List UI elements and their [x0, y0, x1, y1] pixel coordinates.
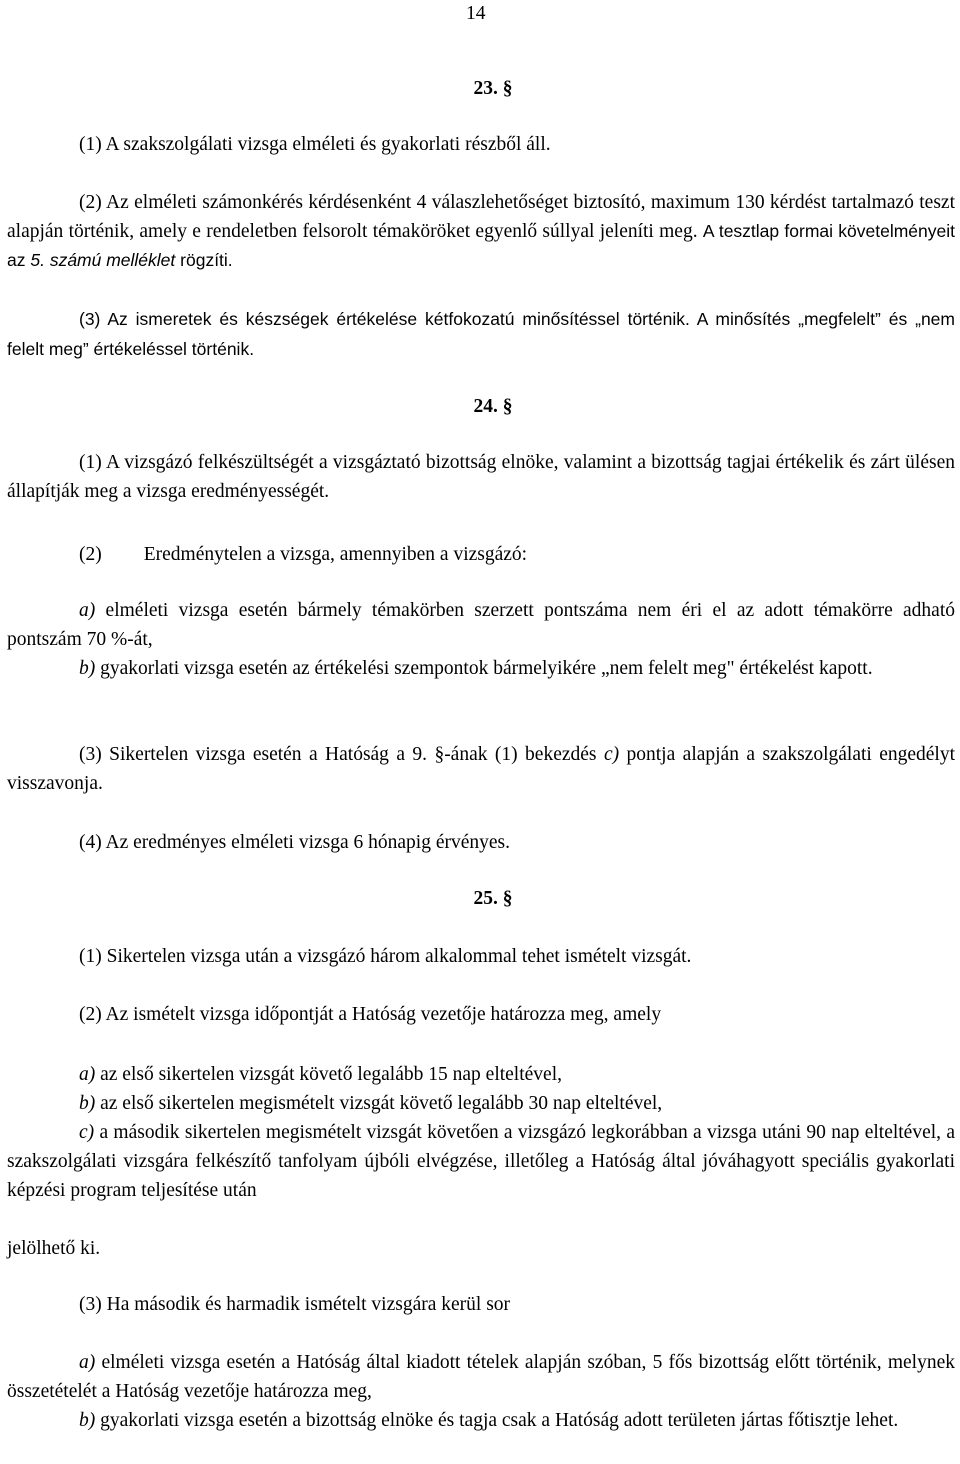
s25-p3-item-b-text: gyakorlati vizsga esetén a bizottság elnöke és tagja csak a Hatóság adott területen jártas főtisztje lehet.	[100, 1410, 899, 1431]
section-23-heading: 23. §	[473, 78, 513, 99]
s25-paragraph-2: (2) Az ismételt vizsga időpontját a Hatóság vezetője határozza meg, amely	[79, 1004, 662, 1025]
s23-p2-text: (2) Az elméleti számonkérés kérdésenként 4 válaszlehetőséget biztosító, maximum 130 kérdést tartalmazó teszt alapján történik, amely e rendeletben felsorolt témaköröket egyenlő súllyal jeleníti meg.	[7, 192, 955, 242]
s24-item-a	[7, 596, 955, 654]
s23-p2-annex-ref: 5. számú melléklet	[30, 250, 176, 270]
s23-p2-sans-text: A tesztlap formai követelményeit az	[7, 221, 955, 270]
s25-item-a-label: a)	[79, 1064, 96, 1085]
s24-item-b-text: gyakorlati vizsga esetén az értékelési szempontok bármelyikére „nem felelt meg" értékelést kapott.	[100, 658, 873, 679]
page-number: 14	[466, 3, 486, 24]
s24-paragraph-3	[7, 740, 955, 798]
s24-item-b-label: b)	[79, 658, 96, 679]
s25-item-b-text: az első sikertelen megismételt vizsgát követő legalább 30 nap elteltével,	[100, 1093, 663, 1114]
s25-p3-item-a-label: a)	[79, 1352, 96, 1373]
s24-paragraph-1: (1) A vizsgázó felkészültségét a vizsgáztató bizottság elnöke, valamint a bizottság tagjai értékelik és zárt ülésen állapítják meg a vizsga eredményességét.	[7, 452, 955, 502]
s25-p3-item-b-label: b)	[79, 1410, 96, 1431]
section-25-heading: 25. §	[473, 888, 513, 909]
s24-p2-number: (2)	[79, 544, 102, 565]
s25-item-a	[7, 1060, 955, 1089]
section-24-heading: 24. §	[473, 396, 513, 417]
s25-item-c-end: jelölhető ki.	[7, 1238, 101, 1259]
s24-paragraph-4: (4) Az eredményes elméleti vizsga 6 hónapig érvényes.	[79, 832, 511, 853]
s25-item-b-label: b)	[79, 1093, 96, 1114]
s25-p3-item-a	[7, 1348, 955, 1406]
s25-item-c-label: c)	[79, 1122, 95, 1143]
s23-paragraph-2	[7, 188, 955, 275]
s24-item-a-label: a)	[79, 600, 96, 621]
s25-item-b	[7, 1089, 955, 1118]
s24-paragraph-2	[7, 540, 955, 569]
s24-p2-text: Eredménytelen a vizsga, amennyiben a vizsgázó:	[143, 544, 528, 565]
s24-p3-point: c)	[603, 744, 620, 765]
s24-item-b	[7, 654, 955, 683]
s23-p2-end: rögzíti.	[180, 250, 233, 270]
s25-item-c	[7, 1118, 955, 1205]
s24-item-a-text: elméleti vizsga esetén bármely témakörben szerzett pontszáma nem éri el az adott témakörre adható pontszám 70 %-át,	[7, 600, 956, 650]
s23-paragraph-3: (3) Az ismeretek és készségek értékelése kétfokozatú minősítéssel történik. A minősítés „megfelelt” és „nem felelt meg” értékeléssel történik.	[7, 309, 955, 359]
s24-p3-text: (3) Sikertelen vizsga esetén a Hatóság a 9. §-ának (1) bekezdés	[79, 744, 597, 765]
s24-p3-end: pontja alapján a szakszolgálati engedélyt visszavonja.	[7, 744, 956, 794]
s25-item-c-text: a második sikertelen megismételt vizsgát követően a vizsgázó legkorábban a vizsga utáni 90 nap elteltével, a szakszolgálati vizsgára felkészítő tanfolyam újbóli elvégzése, illetőleg a Hatóság által jóváhagyott speciális gyakorlati képzési program teljesítése után	[7, 1122, 955, 1201]
s25-paragraph-3: (3) Ha második és harmadik ismételt vizsgára kerül sor	[79, 1294, 511, 1315]
s25-paragraph-1: (1) Sikertelen vizsga után a vizsgázó három alkalommal tehet ismételt vizsgát.	[79, 946, 692, 967]
s23-paragraph-1: (1) A szakszolgálati vizsga elméleti és gyakorlati részből áll.	[79, 134, 551, 155]
s25-p3-item-b	[7, 1406, 955, 1435]
s25-p3-item-a-text: elméleti vizsga esetén a Hatóság által kiadott tételek alapján szóban, 5 fős bizottság előtt történik, melynek összetételét a Hatóság vezetője határozza meg,	[7, 1352, 956, 1402]
s25-item-a-text: az első sikertelen vizsgát követő legalább 15 nap elteltével,	[100, 1064, 562, 1085]
